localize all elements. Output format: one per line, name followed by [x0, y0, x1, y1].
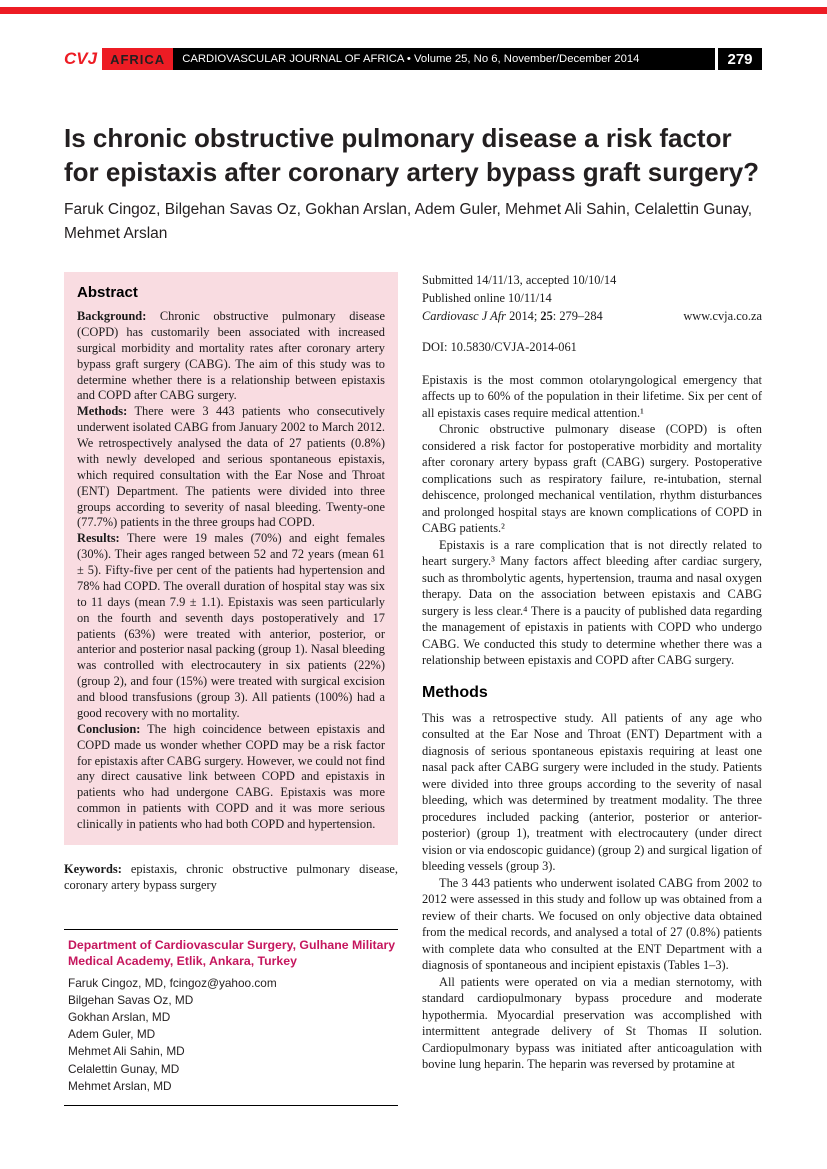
affiliation-person-2: Bilgehan Savas Oz, MD [68, 993, 194, 1008]
meta-citation-volume: 25 [540, 308, 553, 323]
abstract-text-results: There were 19 males (70%) and eight females (30%). Their ages ranged between 52 and 72 years (mean 61 ± 5). Fifty-five per cent of the patients had hypertension and 78% had COPD. The overall duration of hospital stay was six to 11 days (mean 7.9 ± 1.1). Epistaxis was seen particularly on the fourth and seventh days postoperatively and 17 patients (63%) were treated with anterior, posterior, or anterior and posterior nasal packing (group 1). Nasal bleeding was controlled with electrocautery in six patients (22%) (group 2), and four (15%) were treated with surgical excision and blood transfusions (group 3). All patients (100%) had a good recovery with no mortality. [77, 531, 385, 720]
article-authors: Faruk Cingoz, Bilgehan Savas Oz, Gokhan Arslan, Adem Guler, Mehmet Ali Sahin, Celalettin Gunay, Mehmet Arslan [64, 201, 753, 243]
page-number: 279 [718, 48, 762, 70]
affiliation-person-5: Mehmet Ali Sahin, MD [68, 1044, 185, 1059]
keywords-label: Keywords: [64, 861, 122, 876]
article-title [64, 122, 774, 190]
africa-logo: AFRICA [102, 48, 173, 70]
affiliation-box [64, 929, 398, 1106]
abstract-text-methods: There were 3 443 patients who consecutively underwent isolated CABG from January 2002 to March 2012. We retrospectively analysed the data of 27 patients (0.8%) with newly developed and serious spontaneous epistaxis, which required consultation with the Ear Nose and Throat (ENT) Department. The patients were divided into three groups according to severity of nasal bleeding. Twenty-one (77.7%) patients in the three groups had COPD. [77, 404, 385, 530]
meta-citation-pages: : 279–284 [552, 308, 603, 323]
affiliation-person-4: Adem Guler, MD [68, 1027, 156, 1042]
affiliation-person-6: Celalettin Gunay, MD [68, 1061, 180, 1076]
methods-heading: Methods [422, 683, 488, 701]
abstract-section-methods [77, 404, 385, 531]
affiliation-person-7: Mehmet Arslan, MD [68, 1078, 172, 1093]
meta-doi: DOI: 10.5830/CVJA-2014-061 [422, 339, 577, 354]
methods-paragraph-1: This was a retrospective study. All patients of any age who consulted at the Ear Nose and Throat (ENT) Department with a diagnosis of serious spontaneous epistaxis requiring at least one nasal pack after CABG surgery were included in the study. Patients were divided into three groups according to the severity of nasal bleeding, which was determined by treatment modality. The three procedures included packing (anterior, posterior or anterior-posterior) (group 1), treatment with electrocautery (under direct vision or via endoscopic guidance) (group 2) and surgical ligation of bleeding vessels (group 3). [422, 710, 762, 874]
abstract-section-background [77, 309, 385, 404]
journal-header [64, 48, 762, 70]
intro-paragraph-2: Chronic obstructive pulmonary disease (COPD) is often considered a risk factor for postoperative morbidity and mortality after coronary artery bypass graft (CABG) surgery. Postoperative complications such as respiratory failure, re-intubation, sternal dehiscence, prolonged mechanical ventilation, rhythm disturbances and prolonged hospital stays are known complications of COPD in CABG patients.² [422, 422, 762, 536]
methods-paragraph-2: The 3 443 patients who underwent isolated CABG from 2002 to 2012 were assessed in this study and follow up was obtained from a review of their charts. We focused on only objective data obtained from the medical records, and analysed a total of 27 (0.8%) patients with complete data who consulted at the ENT Department with a diagnosis of spontaneous and incipient epistaxis (Tables 1–3). [422, 875, 762, 973]
right-column [422, 272, 762, 1106]
meta-citation-text [422, 308, 603, 326]
article-title-line2: for epistaxis after coronary artery bypass graft surgery? [64, 156, 760, 187]
abstract-section-conclusion [77, 722, 385, 833]
article-meta [422, 272, 762, 357]
intro-paragraph-1: Epistaxis is the most common otolaryngological emergency that affects up to 60% of the population in their lifetime. Six per cent of all epistaxis cases require medical attention.¹ [422, 372, 762, 420]
methods-paragraph-3: All patients were operated on via a median sternotomy, with standard cardiopulmonary bypass procedure and moderate hypothermia. Myocardial preservation was accomplished with intermittent antegrade delivery of St Thomas II solution. Cardiopulmonary bypass was initiated after anticoagulation with bovine lung heparin. The heparin was reversed by protamine at [422, 974, 762, 1072]
meta-citation [422, 308, 762, 326]
abstract-section-results [77, 531, 385, 722]
journal-title-bar: CARDIOVASCULAR JOURNAL OF AFRICA • Volume 25, No 6, November/December 2014 [173, 48, 715, 70]
keywords [64, 861, 398, 893]
abstract-label-background: Background: [77, 309, 147, 323]
meta-submitted: Submitted 14/11/13, accepted 10/10/14 [422, 273, 617, 287]
abstract-label-methods: Methods: [77, 404, 128, 419]
keywords-text: epistaxis, chronic obstructive pulmonary disease, coronary artery bypass surgery [64, 861, 398, 892]
meta-website-link[interactable]: www.cvja.co.za [683, 308, 762, 323]
affiliation-person-1: Faruk Cingoz, MD, fcingoz@yahoo.com [68, 976, 277, 991]
top-accent-bar [0, 7, 827, 14]
meta-citation-journal: Cardiovasc J Afr [422, 308, 506, 323]
abstract-box [64, 272, 398, 845]
abstract-label-results: Results: [77, 531, 120, 546]
article-title-line1: Is chronic obstructive pulmonary disease a risk factor [64, 123, 732, 153]
two-column-layout [64, 272, 762, 1106]
abstract-text-conclusion: The high coincidence between epistaxis and COPD made us wonder whether COPD may be a risk factor for epistaxis after CABG surgery. However, we could not find any direct causative link between COPD and epistaxis in patients who had undergone CABG. Epistaxis was more common in patients with COPD and it was more serious clinically in patients who had both COPD and hypertension. [77, 721, 385, 831]
cvj-logo: CVJ [64, 48, 102, 70]
abstract-text-background: Chronic obstructive pulmonary disease (COPD) has customarily been associated with increased surgical morbidity and mortality rates after coronary artery bypass graft surgery (CABG). The aim of this study was to determine whether there is a relationship between epistaxis and COPD after CABG surgery. [77, 309, 385, 403]
affiliation-department: Department of Cardiovascular Surgery, Gulhane Military Medical Academy, Etlik, Ankara, Turkey [68, 938, 396, 969]
affiliation-person-3: Gokhan Arslan, MD [68, 1010, 171, 1025]
intro-paragraph-3: Epistaxis is a rare complication that is not directly related to heart surgery.³ Many factors affect bleeding after cardiac surgery, such as thrombolytic agents, hypertension, trauma and nasal oxygen therapy. Data on the association between epistaxis and CABG surgery is less clear.⁴ There is a paucity of published data regarding the management of epistaxis in patients with COPD who undergo CABG. We conducted this study to determine whether there was a relationship between epistaxis and COPD after CABG surgery. [422, 537, 762, 668]
meta-citation-year: 2014; [505, 308, 541, 323]
left-column [64, 272, 398, 1106]
abstract-heading: Abstract [77, 284, 138, 301]
abstract-label-conclusion: Conclusion: [77, 721, 141, 736]
meta-published: Published online 10/11/14 [422, 290, 552, 305]
